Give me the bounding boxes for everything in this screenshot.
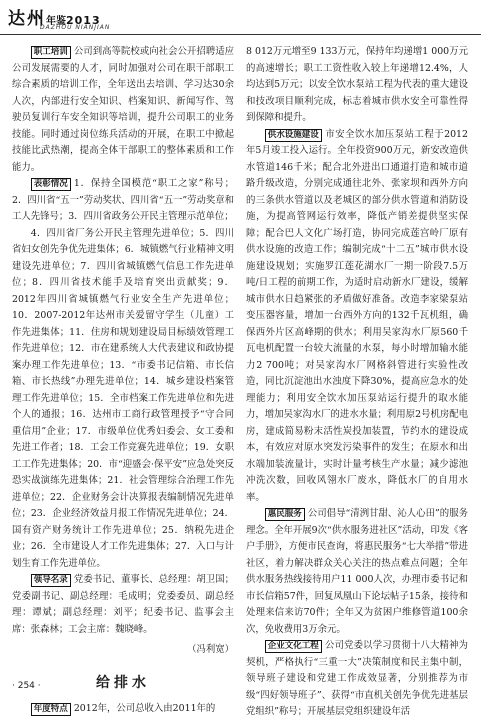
paragraph-text: 2012年，公司总收入由2011年的 xyxy=(73,703,216,714)
paragraph-text: 公司党委以学习贯彻十八大精神为契机，严格执行“三重一大”决策制度和民主集中制，领导班子建设和党建工作成效显著，分别推荐为市级“四好领导班子”、获得“市直机关创先争优先进基层党组织”称号；开展基层党组织建设年活 xyxy=(246,640,468,717)
header-rule xyxy=(0,34,481,35)
paragraph-continuation: 8 012万元增至9 133万元，保持年均递增1 000万元的高速增长；职工工资性收入较上年递增12.4%，人均达到5万元；以安全饮水泵站工程为代表的重大建设和技改项目顺利完成，标志着城市供水安全可靠性得到保障和提升。 xyxy=(246,46,468,123)
page-number: · 254 · xyxy=(12,681,41,691)
paragraph-leadership xyxy=(12,572,234,638)
paragraph-text: 市安全饮水加压泵站工程于2012年5月竣工投入运行。全年投资900万元，新安改造供水管道146千米；配合北外进出口通道打造和城市道路升级改造，分别完成通往北外、张家坝和西外方向的三条供水管道以及老城区的部分供水管道和消防设施，为提高管网运行效率，降低产销差提供坚实保障；配合巴人文化广场打造，协同完成莲宫岭厂原有供水设施的改造工作；编制完成“十二五”城市供水设施建设规划；实施罗江莲花湖水厂一期一阶段7.5万吨/日工程的前期工作，为适时启动新水厂建设，缓解城市供水日趋紧张的矛盾做好准备。改造李家梁泵站变压器容量，增加一台西外方向的132千瓦机组，确保西外片区高峰期的供水；利用吴家沟水厂原560千瓦电机配置一台较大流量的水泵，每小时增加输水能力2 700吨；对吴家沟水厂网格斜管进行实验性改造，同比沉淀池出水浊度下降30%，提高应急水的处理能力；利用安全饮水加压泵站运行提升的取水能力，增加吴家沟水厂的进水水量；利用原2号机房配电房，建成简易粉末活性炭投加装置，节约水的建设成本，有效应对原水突发污染事件的发生；在原水和出水端加装流量计，实时计量考核生产水量；减少滤池冲洗次数，回收风翎水厂废水，降低水厂的自用水率。 xyxy=(246,128,468,503)
yearbook-year: 2013 xyxy=(66,14,101,27)
section-tag: 供水设施建设 xyxy=(265,129,322,142)
yearbook-subtitle: 年鉴 xyxy=(46,16,66,27)
paragraph-staff-training xyxy=(12,44,234,176)
paragraph-text: 党委书记、董事长、总经理：胡卫国；党委副书记、副总经理：毛成明；党委委员、副总经理：谭斌；副总经理：刘平；纪委书记、监事会主席：张森林；工会主席：魏晓峰。 xyxy=(12,574,234,635)
paragraph-text: 1．保持全国模范“职工之家”称号；2．四川省“五一”劳动奖状、四川省“五一”劳动奖章和工人先锋号；3．四川省政务公开民主管理示范单位； xyxy=(12,178,235,222)
paragraph-corporate-culture xyxy=(246,638,468,721)
section-tag: 领导名录 xyxy=(31,574,71,587)
section-tag: 企业文化工程 xyxy=(265,640,322,653)
paragraph-public-service xyxy=(246,506,468,638)
right-column xyxy=(246,44,468,721)
paragraph-text: 公司倡导“清洌甘甜、沁人心田”的服务理念。全年开展9次“供水服务进社区”活动，印发《客户手册》，方便市民查询，将惠民服务“七大举措”带进社区，着力解决群众关心关注的热点难点问题；全年供水服务热线接待用户11 000人次，办理市委书记和市长信箱57件，回复凤凰山下论坛帖子15条，接待和处理来信来访70件；全年又为贫困户维修管道100余次，免收费用3万余元。 xyxy=(246,508,468,635)
section-tag: 表彰情况 xyxy=(31,178,71,191)
section-heading: 给排水 xyxy=(96,674,150,691)
paragraph-water-facilities xyxy=(246,127,468,507)
yearbook-title: 达州 xyxy=(8,9,46,29)
author-signature: （冯利宽） xyxy=(187,644,234,655)
section-tag: 惠民服务 xyxy=(265,508,305,521)
page-header xyxy=(0,0,481,44)
section-tag: 职工培训 xyxy=(31,46,71,59)
yearbook-english-title: DAZHOU NIANJIAN xyxy=(40,24,111,31)
section-tag: 年度特点 xyxy=(31,703,71,716)
paragraph-awards xyxy=(12,176,234,226)
paragraph-annual-features xyxy=(12,701,234,718)
left-column xyxy=(12,44,234,718)
paragraph-text: 公司到高等院校或向社会公开招聘适应公司发展需要的人才，同时加强对公司在职干部职工综合素质的培训工作，全年送出去培训、学习达30余人次，内部进行安全知识、档案知识、新闻写作、驾驶员复训行车安全知识等培训，提升公司职工的业务技能。同时通过岗位练兵活动的开展，在职工中掀起技能比武热潮，提高全体干部职工的整体素质和工作能力。 xyxy=(12,46,234,173)
paragraph-awards-list: 4．四川省厂务公开民主管理先进单位；5．四川省妇女创先争优先进集体；6．城镇燃气行业精神文明建设先进单位；7．四川省城镇燃气信息工作先进单位；8．四川省技术能手及培育突出贡献奖；9．2012年四川省城镇燃气行业安全生产先进单位；10．2007-2012年达州市关爱留守学生（儿童）工作先进集体；11．住房和规划建设局目标绩效管理工作先进单位；12．市在建系统人大代表建议和政协提案办理工作先进单位；13．“市委书记信箱、市长信箱、市长热线”办理先进单位；14．城乡建设档案管理工作先进单位；15．全市档案工作先进单位和先进个人的通报；16．达州市工商行政管理授予“守合同重信用”企业；17．市级单位优秀妇委会、女工委和先进工作者；18．工会工作竞赛先进单位；19．女职工工作先进集体；20．市“迎盛会·保平安”应急处突反恐实战演练先进集体；21．社会管理综合治理工作先进单位；22．企业财务会计决算报表编制情况先进单位；23．企业经济效益月报工作情况先进单位；24．国有资产财务统计工作先进单位；25．纳税先进企业；26．全市建设人才工作先进集体；27．入口与计划生育工作先进单位。 xyxy=(12,227,234,569)
